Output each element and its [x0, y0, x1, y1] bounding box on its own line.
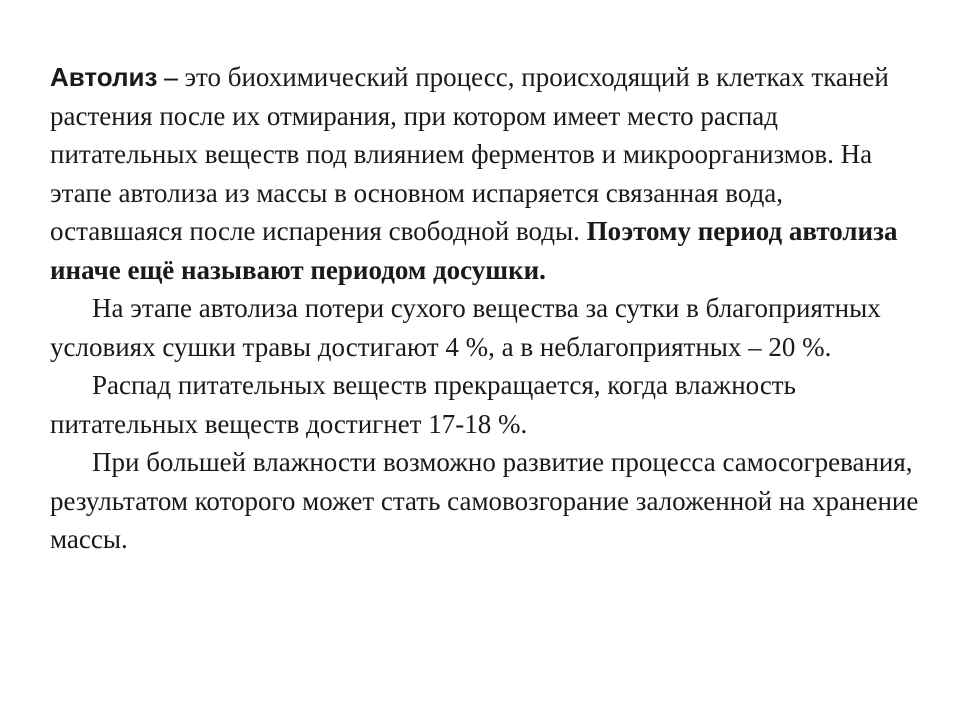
term-autolysis: Автолиз [50, 62, 158, 92]
paragraph-decay-stop: Распад питательных веществ прекращается, когда влажность питательных веществ достигнет 17-18 %. [50, 370, 796, 439]
definition-bold-conclusion: Поэтому период автолиза иначе ещё называют периодом досушки. [50, 216, 898, 285]
slide-text-body [50, 58, 920, 559]
paragraph-self-heating: При большей влажности возможно развитие процесса самосогревания, результатом которого может стать самовозгорание заложенной на хранение массы. [50, 447, 919, 554]
term-dash: – [157, 62, 185, 92]
paragraph-dry-matter-loss: На этапе автолиза потери сухого вещества за сутки в благоприятных условиях сушки травы достигают 4 %, а в неблагоприятных – 20 %. [50, 293, 881, 362]
definition-text: это биохимический процесс, происходящий в клетках тканей растения после их отмирания, при котором имеет место распад питательных веществ под влиянием ферментов и микроорганизмов. На этапе автолиза из массы в основном испаряется связанная вода, оставшаяся после испарения свободной воды. [50, 62, 889, 246]
paragraph-definition [50, 58, 920, 289]
